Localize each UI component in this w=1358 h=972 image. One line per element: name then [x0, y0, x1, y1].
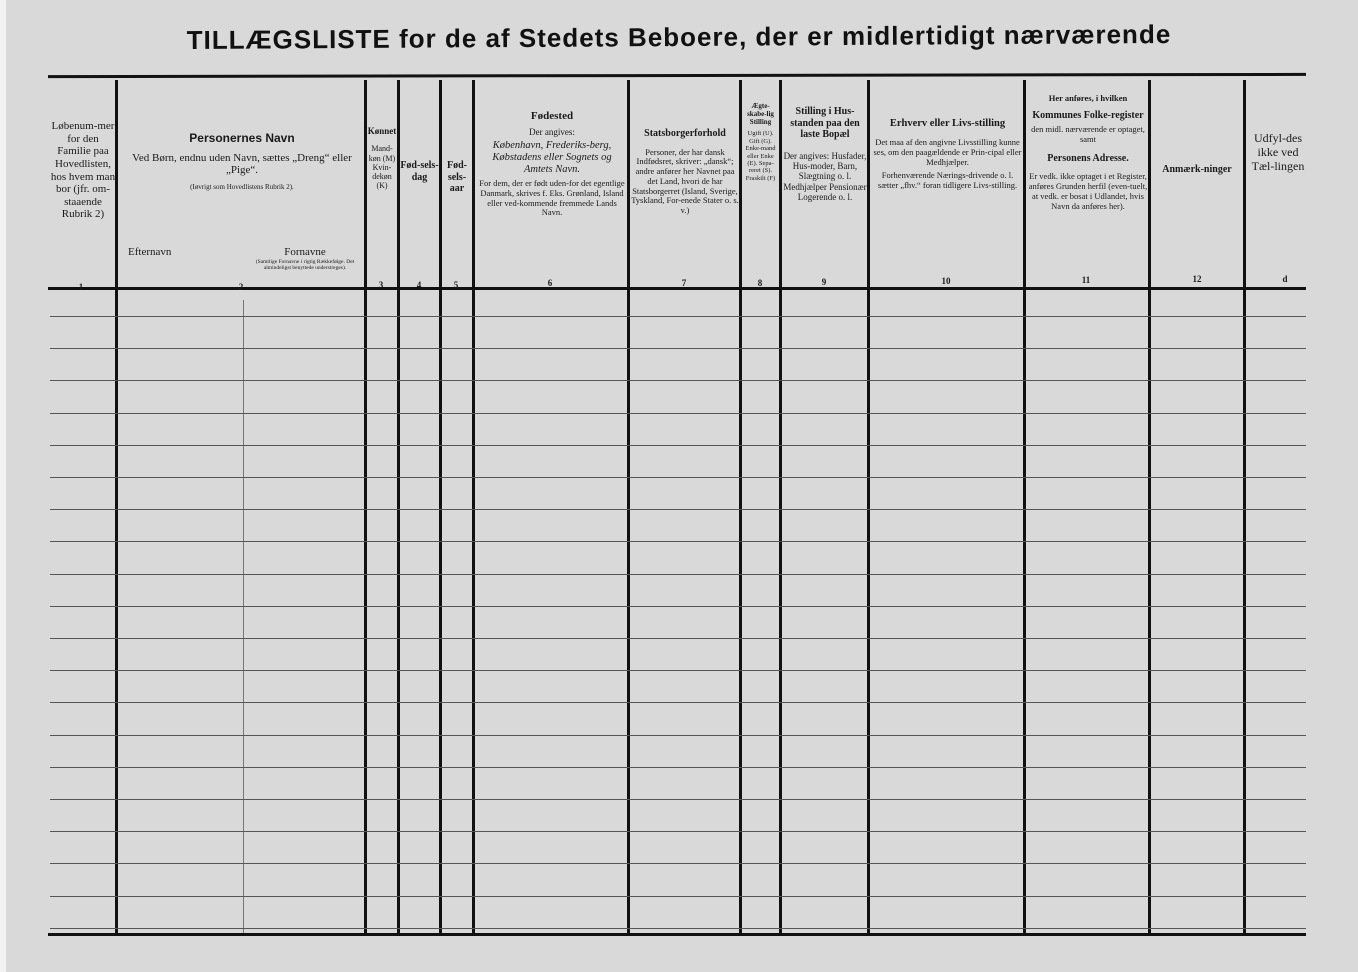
- col10-heading: Erhverv eller Livs-stilling: [889, 118, 1006, 129]
- col6-header: [477, 110, 627, 218]
- col2-firstname-note: (Samtlige Fornavne i rigtig Rækkefølge. Det almindeligst benyttede understreges).: [255, 259, 355, 272]
- ruled-line: [50, 348, 1306, 349]
- col2-surname-label: Efternavn: [128, 246, 172, 258]
- ruled-line: [50, 445, 1306, 446]
- col2-header: [120, 132, 364, 191]
- col2-heading: Personernes Navn: [189, 131, 295, 145]
- ruled-line: [50, 574, 1306, 575]
- col5-number: 5: [453, 280, 459, 290]
- ruled-line: [50, 606, 1306, 607]
- col13-number: d: [1282, 274, 1288, 284]
- col11-pre: Her anføres, i hvilken: [1048, 93, 1128, 103]
- col-divider: [779, 80, 782, 935]
- col11-mid: den midl. nærværende er optaget, samt: [1031, 124, 1145, 145]
- col10-body2: Forhenværende Nærings-drivende o. l. sætter „fhv.“ foran tidligere Livs-stilling.: [877, 170, 1018, 191]
- ruled-line: [50, 509, 1306, 510]
- col9-heading: Stilling i Hus-standen paa den laste Bopæl: [790, 106, 860, 140]
- col-divider: [739, 80, 742, 935]
- col3-number: 3: [378, 280, 384, 290]
- ruled-line: [50, 735, 1306, 736]
- col-divider: [439, 80, 442, 935]
- col-divider: [472, 80, 475, 935]
- ruled-line: [50, 767, 1306, 768]
- ruled-line: [50, 316, 1306, 317]
- col-divider: [867, 80, 870, 935]
- col3-body: Mand-køn (M) Kvin-dekøn (K): [368, 144, 396, 191]
- col6-body1: København, Frederiks-berg, Købstadens eller Sognets og Amtets Navn.: [492, 139, 612, 176]
- col8-number: 8: [757, 278, 763, 288]
- ruled-line: [50, 638, 1306, 639]
- name-sub-divider: [243, 300, 244, 933]
- col7-body: Personer, der har dansk Indfødsret, skriver: „dansk“; andre anfører her Navnet paa det Land, hvori de har Statsborgerret (Island, Sverige, Tyskland, For-enede Stater o. s. v.): [631, 146, 739, 216]
- col2-note: (Iøvrigt som Hovedlistens Rubrik 2).: [190, 183, 294, 192]
- col10-body1: Det maa af den angivne Livsstilling kunne ses, om den paagældende er Prin-cipal eller Medhjælper.: [873, 137, 1022, 167]
- col5-header: Fød-sels-aar: [447, 160, 467, 194]
- col-divider: [627, 80, 630, 935]
- col8-body: Ugift (U). Gift (G). Enke-mand eller Enke (E). Sepa-reret (S). Fraskilt (F): [745, 130, 776, 182]
- col-divider: [364, 80, 367, 935]
- col6-heading: Fødested: [530, 110, 574, 122]
- col11-heading: Kommunes Folke-register: [1032, 109, 1144, 121]
- col1-number: 1: [78, 282, 84, 292]
- ruled-line: [50, 541, 1306, 542]
- col10-header: [872, 118, 1023, 191]
- ruled-line: [50, 702, 1306, 703]
- col12-number: 12: [1192, 274, 1202, 284]
- ruled-line: [50, 380, 1306, 381]
- col7-number: 7: [681, 278, 687, 288]
- ruled-line: [50, 799, 1306, 800]
- ruled-line: [50, 896, 1306, 897]
- col3-heading: Kønnet: [367, 126, 397, 136]
- ruled-line: [50, 831, 1306, 832]
- col1-header: Løbenum-mer for den Familie paa Hovedlisten, hos hvem man bor (jfr. om-staaende Rubrik 2): [50, 120, 116, 221]
- col9-number: 9: [821, 277, 827, 287]
- col-divider: [1023, 80, 1026, 935]
- col-divider: [1148, 80, 1151, 935]
- col7-heading: Statsborgerforhold: [644, 128, 726, 139]
- top-rule: [48, 73, 1306, 78]
- col4-number: 4: [416, 280, 422, 290]
- col11-heading2: Personens Adresse.: [1047, 152, 1129, 164]
- col10-number: 10: [941, 276, 951, 286]
- ruled-line: [50, 477, 1306, 478]
- ruled-line: [50, 928, 1306, 929]
- col13-header: Udfyl-des ikke ved Tæl-lingen: [1251, 131, 1305, 173]
- col-divider: [397, 80, 400, 935]
- ruled-line: [50, 863, 1306, 864]
- col6-sub: Der angives:: [529, 126, 575, 137]
- col11-number: 11: [1081, 275, 1091, 285]
- col9-body: Der angives: Husfader, Hus-moder, Barn, Slægtning o. l. Medhjælper Pensionær Logerende o. l.: [783, 150, 867, 202]
- col2-firstname-label: Fornavne: [284, 246, 326, 258]
- col11-body: Er vedk. ikke optaget i et Register, anføres Grunden herfil (even-tuelt, at vedk. er bosat i Udlandet, hvis Navn da anføres her).: [1028, 171, 1148, 211]
- bottom-rule: [48, 933, 1306, 936]
- col4-header: Fød-sels-dag: [400, 160, 439, 183]
- col7-header: [631, 128, 739, 216]
- col6-body2: For dem, der er født uden-for det egentlige Danmark, skrives f. Eks. Grønland, Island eller ved-kommende fremmede Lands Navn.: [479, 178, 625, 218]
- col-divider: [1243, 80, 1246, 935]
- col2-line1: Ved Børn, endnu uden Navn, sættes „Dreng“ eller „Pige“.: [132, 151, 352, 177]
- left-edge: [0, 0, 6, 972]
- ruled-line: [50, 413, 1306, 414]
- col8-header: [742, 102, 779, 182]
- col11-header: [1028, 94, 1148, 211]
- col6-number: 6: [547, 278, 553, 288]
- form-title: TILLÆGSLISTE for de af Stedets Beboere, der er midlertidigt nærværende: [186, 18, 1172, 56]
- col2-number: 2: [238, 282, 244, 292]
- col3-header: [367, 126, 397, 190]
- ruled-line: [50, 670, 1306, 671]
- col8-heading: Ægte-skabe-lig Stilling: [747, 102, 774, 127]
- col12-header: Anmærk-ninger: [1162, 164, 1232, 175]
- col9-header: [783, 106, 867, 202]
